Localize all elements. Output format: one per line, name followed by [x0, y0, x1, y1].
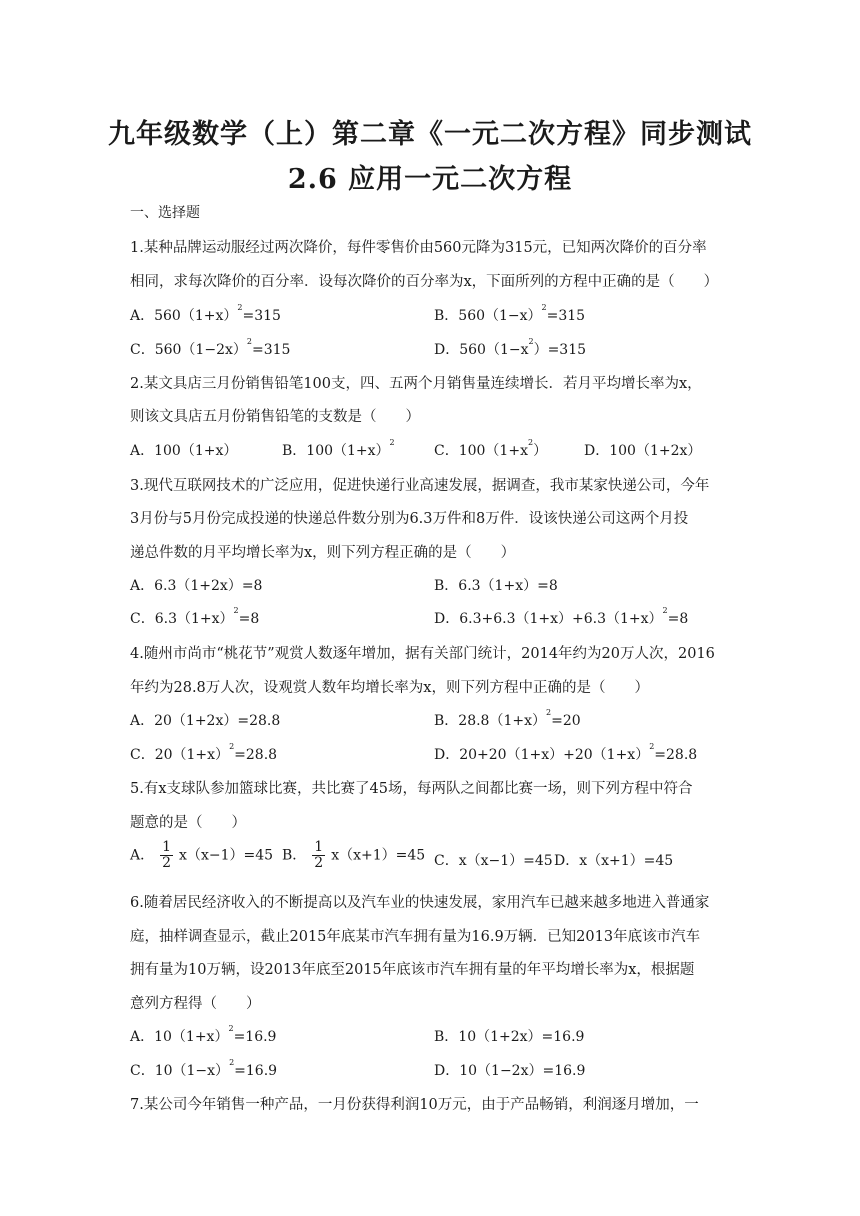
- question-5-line-2: 题意的是（ ）: [130, 815, 246, 831]
- question-6-option-c[interactable]: C．$10(1-x)^2=16.9$: [130, 1058, 278, 1079]
- question-2-line-2: 则该文具店五月份销售铅笔的支数是（ ）: [130, 409, 420, 425]
- question-5-line-1: 5.有x支球队参加篮球比赛，共比赛了45场，每两队之间都比赛一场，则下列方程中符合: [130, 781, 693, 797]
- fraction-one-half: $\frac{1}{2}$: [314, 839, 324, 871]
- question-2-line-1: 2.某文具店三月份销售铅笔100支，四、五两个月销售量连续增长．若月平均增长率为x，: [130, 376, 702, 392]
- question-1-option-c[interactable]: C．$560(1-2x)^2=315$: [130, 337, 291, 358]
- document-title: 九年级数学（上）第二章《一元二次方程》同步测试: [108, 119, 752, 150]
- question-4-option-d[interactable]: D．$20+20(1+x)+20(1+x)^2=28.8$: [434, 742, 698, 763]
- question-6-line-4: 意列方程得（ ）: [130, 996, 261, 1012]
- question-5-option-b[interactable]: B． $\frac{1}{2}$ x（x+1）=45: [282, 839, 426, 871]
- question-3-line-3: 递总件数的月平均增长率为x，则下列方程正确的是（ ）: [130, 545, 516, 561]
- question-2-option-b[interactable]: B．$100(1+x)^2$: [282, 438, 395, 459]
- question-4-option-c[interactable]: C．$20(1+x)^2=28.8$: [130, 742, 278, 763]
- question-2-option-d[interactable]: D．100（1+2x）: [584, 443, 702, 459]
- question-4-line-2: 年约为28.8万人次，设观赏人数年均增长率为x，则下列方程中正确的是（ ）: [130, 680, 649, 696]
- question-3-line-1: 3.现代互联网技术的广泛应用，促进快递行业高速发展，据调查，我市某家快递公司，今年: [130, 478, 710, 494]
- document-subtitle: 2.6 应用一元二次方程: [287, 164, 573, 195]
- question-1-option-b[interactable]: B．$560(1-x)^2=315$: [434, 303, 586, 324]
- question-6-line-3: 拥有量为10万辆，设2013年底至2015年底该市汽车拥有量的年平均增长率为x，根据题: [130, 962, 695, 978]
- question-1-line-2: 相同，求每次降价的百分率．设每次降价的百分率为x，下面所列的方程中正确的是（ ）: [130, 274, 719, 290]
- question-3-option-a[interactable]: A．6.3（1+2x）=8: [130, 578, 263, 594]
- question-3-option-d[interactable]: D．$6.3+6.3(1+x)+6.3(1+x)^2=8$: [434, 606, 689, 627]
- question-1-line-1: 1.某种品牌运动服经过两次降价，每件零售价由560元降为315元，已知两次降价的百分率: [130, 240, 707, 256]
- question-3-line-2: 3月份与5月份完成投递的快递总件数分别为6.3万件和8万件．设该快递公司这两个月投: [130, 511, 689, 527]
- question-4-line-1: 4.随州市尚市“桃花节”观赏人数逐年增加，据有关部门统计，2014年约为20万人次，2016: [130, 646, 715, 662]
- section-heading: 一、选择题: [130, 205, 200, 221]
- question-5-option-c[interactable]: C．x（x−1）=45: [434, 853, 553, 869]
- question-2-option-a[interactable]: A．100（1+x）: [130, 443, 238, 459]
- question-6-line-1: 6.随着居民经济收入的不断提高以及汽车业的快速发展，家用汽车已越来越多地进入普通家: [130, 895, 710, 911]
- question-1-option-a[interactable]: A．$560(1+x)^2=315$: [130, 303, 281, 324]
- question-2-option-c[interactable]: C．$100(1+x^2)$: [434, 438, 548, 459]
- fraction-one-half: $\frac{1}{2}$: [162, 839, 172, 871]
- question-6-option-d[interactable]: D．10（1−2x）=16.9: [434, 1063, 586, 1079]
- question-5-option-d[interactable]: D．x（x+1）=45: [554, 853, 674, 869]
- question-5-option-a[interactable]: A． $\frac{1}{2}$ x（x−1）=45: [130, 839, 274, 871]
- question-4-option-b[interactable]: B．$28.8(1+x)^2=20$: [434, 708, 581, 729]
- question-6-option-a[interactable]: A．$10(1+x)^2=16.9$: [130, 1024, 277, 1045]
- question-7-line-1: 7.某公司今年销售一种产品，一月份获得利润10万元，由于产品畅销，利润逐月增加，一: [130, 1097, 699, 1113]
- question-3-option-b[interactable]: B．6.3（1+x）=8: [434, 578, 558, 594]
- question-3-option-c[interactable]: C．$6.3(1+x)^2=8$: [130, 606, 260, 627]
- question-4-option-a[interactable]: A．20（1+2x）=28.8: [130, 713, 281, 729]
- question-6-line-2: 庭，抽样调查显示，截止2015年底某市汽车拥有量为16.9万辆．已知2013年底该市汽车: [130, 929, 701, 945]
- question-1-option-d[interactable]: D．$560(1-x^2)=315$: [434, 337, 587, 358]
- question-6-option-b[interactable]: B．10（1+2x）=16.9: [434, 1029, 585, 1045]
